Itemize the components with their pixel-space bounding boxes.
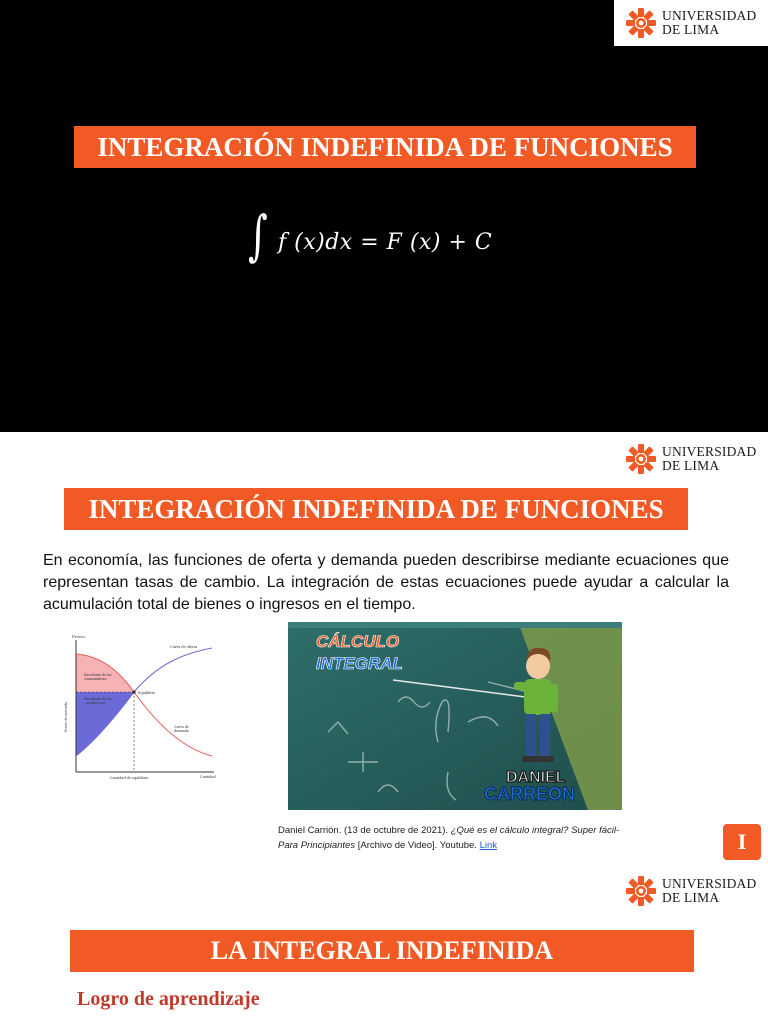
producer-surplus-label: Excedente de los productores [84, 697, 112, 705]
university-logo [614, 436, 768, 482]
logo-line-1: UNIVERSIDAD [662, 444, 757, 459]
supply-demand-graph [62, 632, 224, 788]
supply-curve-label: Curva de oferta [170, 645, 197, 649]
sun-emblem-icon [626, 444, 656, 474]
slide-1 [0, 0, 768, 432]
x-axis-label: Cantidad [200, 775, 216, 779]
logo-line-2: DE LIMA [662, 458, 720, 473]
citation-author-date: Daniel Carrión. (13 de octubre de 2021). [278, 825, 451, 836]
video-badge-line-2: CARREON [484, 784, 576, 804]
slide-1-title: INTEGRACIÓN INDEFINIDA DE FUNCIONES [74, 126, 696, 168]
formula-expression: f (x)dx = F (x) + C [278, 230, 493, 255]
citation-title: ¿Qué es el cálculo integral? Super fácil-Para Principiantes [278, 825, 620, 851]
slide-3-title: LA INTEGRAL INDEFINIDA [70, 930, 694, 972]
video-badge-line-1: DANIEL [506, 769, 566, 786]
integral-sign: ∫ [248, 204, 268, 267]
slide-badge-icon: I [723, 824, 761, 860]
logo-wordmark [662, 9, 756, 37]
equilibrium-point [132, 690, 135, 693]
logo-wordmark [662, 877, 756, 905]
university-logo [614, 868, 768, 914]
video-citation [278, 823, 638, 853]
logo-line-2: DE LIMA [662, 890, 720, 905]
slide-3 [0, 864, 768, 1024]
equilibrium-quantity-label: Cantidad de equilibrio [110, 776, 149, 780]
logo-wordmark [662, 445, 756, 473]
slide-2 [0, 432, 768, 864]
video-thumbnail[interactable] [288, 622, 622, 810]
consumer-surplus-label: Excedente de los consumidores [84, 673, 112, 681]
video-title-line-2: INTEGRAL [316, 654, 403, 673]
logo-line-1: UNIVERSIDAD [662, 8, 757, 23]
university-logo [614, 0, 768, 46]
demand-curve-label: Curva de demanda [174, 725, 189, 733]
logo-line-1: UNIVERSIDAD [662, 876, 757, 891]
logo-line-2: DE LIMA [662, 22, 720, 37]
y-axis-label: Precio [72, 634, 85, 639]
sun-emblem-icon [626, 8, 656, 38]
market-price-label: Precio de mercado [64, 701, 68, 732]
equilibrium-label: Equilibrio [138, 691, 155, 695]
citation-link[interactable]: Link [479, 840, 498, 851]
learning-goal-heading: Logro de aprendizaje [77, 988, 260, 1010]
economics-paragraph: En economía, las funciones de oferta y demanda pueden describirse mediante ecuaciones que representan tasas de cambio. La integración de estas ecuaciones puede ayudar a calcular la acumulación total de bienes o ingresos en el tiempo. [43, 552, 729, 613]
slide-2-title: INTEGRACIÓN INDEFINIDA DE FUNCIONES [64, 488, 688, 530]
sun-emblem-icon [626, 876, 656, 906]
citation-source: [Archivo de Video]. Youtube. [355, 840, 480, 851]
video-title-line-1: CÁLCULO [316, 632, 400, 651]
